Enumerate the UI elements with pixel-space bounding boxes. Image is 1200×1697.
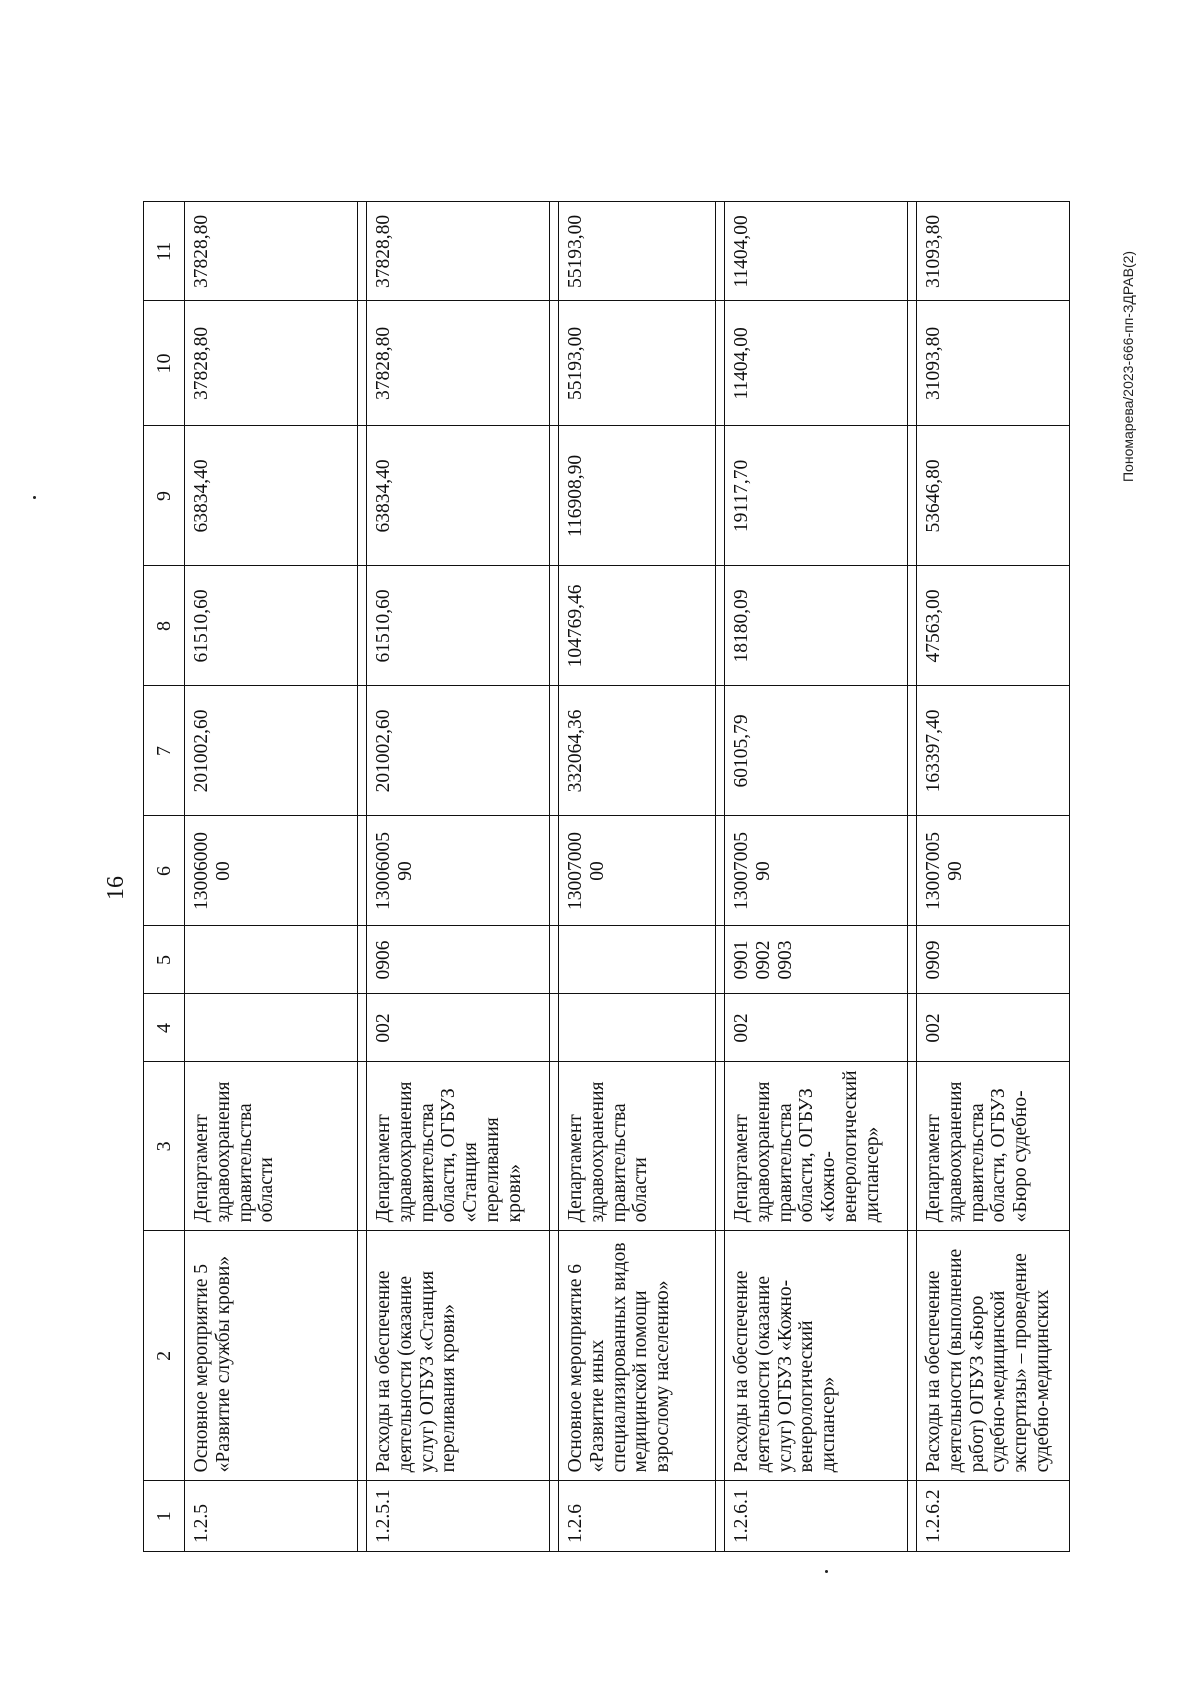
row-value-10: 37828,80	[367, 301, 550, 426]
row-value-9: 53646,80	[917, 426, 1070, 566]
column-header: 6	[144, 816, 185, 926]
table-row	[185, 202, 358, 1552]
row-code: 1.2.6.1	[725, 1481, 908, 1552]
row-name: Расходы на обеспечение деятельности (оказание услуг) ОГБУЗ «Станция переливания крови»	[367, 1231, 550, 1481]
column-header: 5	[144, 926, 185, 994]
row-executor: Департамент здравоохранения правительства области, ОГБУЗ «Станция переливания крови»	[367, 1062, 550, 1231]
row-grbs: 002	[725, 994, 908, 1062]
scan-speck	[33, 496, 36, 499]
row-value-8: 61510,60	[367, 566, 550, 686]
row-value-7: 332064,36	[559, 686, 716, 816]
table-row	[367, 202, 550, 1552]
row-rzpr: 0901 0902 0903	[725, 926, 908, 994]
row-value-11: 37828,80	[367, 202, 550, 301]
row-rzpr	[185, 926, 358, 994]
row-separator	[716, 202, 725, 1552]
row-code: 1.2.6.2	[917, 1481, 1070, 1552]
row-value-11: 37828,80	[185, 202, 358, 301]
row-executor: Департамент здравоохранения правительства области, ОГБУЗ «Бюро судебно-	[917, 1062, 1070, 1231]
row-name: Основное мероприятие 6 «Развитие иных специализированных видов медицинской помощи взрослому населению»	[559, 1231, 716, 1481]
row-csr: 13007000 00	[559, 816, 716, 926]
row-value-10: 37828,80	[185, 301, 358, 426]
row-value-7: 60105,79	[725, 686, 908, 816]
row-grbs	[185, 994, 358, 1062]
row-executor: Департамент здравоохранения правительства области	[559, 1062, 716, 1231]
page-number: 16	[103, 876, 129, 900]
row-rzpr: 0906	[367, 926, 550, 994]
column-header: 2	[144, 1231, 185, 1481]
row-value-10: 31093,80	[917, 301, 1070, 426]
row-grbs: 002	[917, 994, 1070, 1062]
row-value-8: 47563,00	[917, 566, 1070, 686]
row-value-7: 201002,60	[185, 686, 358, 816]
row-grbs	[559, 994, 716, 1062]
row-value-11: 31093,80	[917, 202, 1070, 301]
row-value-9: 19117,70	[725, 426, 908, 566]
row-separator	[550, 202, 559, 1552]
table-row	[559, 202, 716, 1552]
row-name: Расходы на обеспечение деятельности (оказание услуг) ОГБУЗ «Кожно-венерологический диспансер»	[725, 1231, 908, 1481]
column-header: 9	[144, 426, 185, 566]
row-value-10: 55193,00	[559, 301, 716, 426]
column-header: 1	[144, 1481, 185, 1552]
scan-speck	[825, 1570, 828, 1573]
row-separator	[358, 202, 367, 1552]
column-header: 7	[144, 686, 185, 816]
row-name: Расходы на обеспечение деятельности (выполнение работ) ОГБУЗ «Бюро судебно-медицинской экспертизы» – проведение судебно-медицинских	[917, 1231, 1070, 1481]
row-csr: 13006000 00	[185, 816, 358, 926]
row-name: Основное мероприятие 5 «Развитие службы крови»	[185, 1231, 358, 1481]
row-value-7: 201002,60	[367, 686, 550, 816]
document-footer-code: Пономарева/2023-666-пп-ЗДРАВ(2)	[1120, 250, 1136, 482]
row-code: 1.2.5.1	[367, 1481, 550, 1552]
row-rzpr	[559, 926, 716, 994]
row-value-10: 11404,00	[725, 301, 908, 426]
column-header: 8	[144, 566, 185, 686]
column-header: 4	[144, 994, 185, 1062]
row-value-9: 63834,40	[185, 426, 358, 566]
row-executor: Департамент здравоохранения правительства области	[185, 1062, 358, 1231]
row-csr: 13006005 90	[367, 816, 550, 926]
row-executor: Департамент здравоохранения правительства области, ОГБУЗ «Кожно-венерологический диспансер»	[725, 1062, 908, 1231]
row-value-9: 116908,90	[559, 426, 716, 566]
row-grbs: 002	[367, 994, 550, 1062]
table-row	[917, 202, 1070, 1552]
column-header: 10	[144, 301, 185, 426]
row-value-11: 11404,00	[725, 202, 908, 301]
row-csr: 13007005 90	[725, 816, 908, 926]
row-value-9: 63834,40	[367, 426, 550, 566]
column-header: 3	[144, 1062, 185, 1231]
row-separator	[908, 202, 917, 1552]
table-row	[725, 202, 908, 1552]
row-value-8: 104769,46	[559, 566, 716, 686]
row-rzpr: 0909	[917, 926, 1070, 994]
column-header-row	[144, 202, 185, 1552]
row-value-7: 163397,40	[917, 686, 1070, 816]
row-value-8: 61510,60	[185, 566, 358, 686]
row-value-11: 55193,00	[559, 202, 716, 301]
row-code: 1.2.6	[559, 1481, 716, 1552]
row-code: 1.2.5	[185, 1481, 358, 1552]
budget-table	[143, 201, 1070, 1552]
row-value-8: 18180,09	[725, 566, 908, 686]
column-header: 11	[144, 202, 185, 301]
row-csr: 13007005 90	[917, 816, 1070, 926]
